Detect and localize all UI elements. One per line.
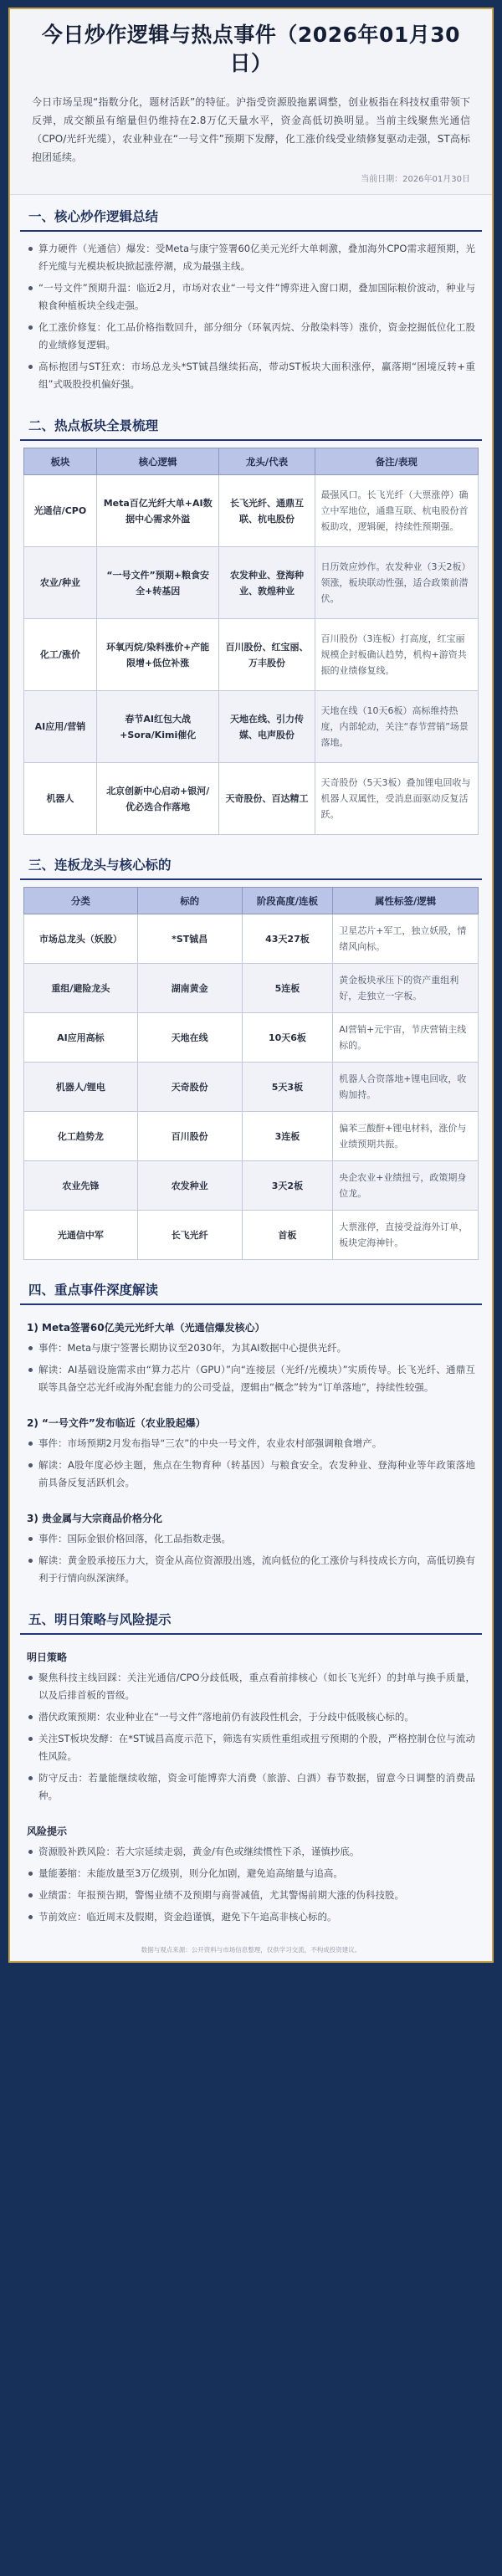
page-title: 今日炒作逻辑与热点事件（2026年01月30日） [41, 23, 461, 75]
leaders-table [23, 887, 479, 1260]
table-cell: 农发种业、登海种业、敦煌种业 [219, 547, 315, 619]
table-cell: 农业先锋 [24, 1161, 138, 1211]
table-cell: 农业/种业 [24, 547, 97, 619]
section-core-logic [10, 195, 492, 404]
table-cell: 3天2板 [242, 1161, 333, 1211]
table-cell: 市场总龙头（妖股） [24, 914, 138, 964]
section-title: 一、核心炒作逻辑总结 [20, 195, 482, 232]
table-cell: “一号文件”预期+粮食安全+转基因 [96, 547, 219, 619]
section-title: 三、连板龙头与核心标的 [20, 843, 482, 880]
table-row [24, 1161, 479, 1211]
list-item: 事件：Meta与康宁签署长期协议至2030年，为其AI数据中心提供光纤。 [27, 1339, 475, 1357]
list-item: “一号文件”预期升温：临近2月，市场对农业“一号文件”博弈进入窗口期，叠加国际粮价波动，种业与粮食种植板块全线走强。 [27, 279, 475, 315]
table-cell: 机器人 [24, 763, 97, 835]
column-header: 龙头/代表 [219, 448, 315, 475]
table-cell: 机器人/锂电 [24, 1063, 138, 1112]
event-heading: 2) “一号文件”发布临近（农业股起爆） [27, 1417, 206, 1429]
list-item: 高标抱团与ST狂欢：市场总龙头*ST铖昌继续拓高，带动ST板块大面积涨停，赢落期“困境反转+重组”式吸股投机偏好强。 [27, 358, 475, 393]
table-cell: 百川股份（3连板）打高度，红宝丽规模企封板确认趋势，机构+游资共振的业绩修复线。 [315, 619, 479, 691]
table-cell: 3连板 [242, 1112, 333, 1161]
table-cell: 百川股份、红宝丽、万丰股份 [219, 619, 315, 691]
table-cell: 湖南黄金 [137, 964, 242, 1013]
list-item: 化工涨价修复：化工品价格指数回升，部分细分（环氧丙烷、分散染料等）涨价，资金挖掘低位化工股的业绩修复逻辑。 [27, 319, 475, 354]
hot-sectors-table [23, 448, 479, 835]
table-cell: 5连板 [242, 964, 333, 1013]
table-row [24, 1013, 479, 1063]
column-header: 分类 [24, 888, 138, 914]
table-cell: *ST铖昌 [137, 914, 242, 964]
section-title: 二、热点板块全景梳理 [20, 404, 482, 441]
core-logic-list [20, 238, 482, 404]
list-item: 节前效应：临近周末及假期，资金趋谨慎，避免下午追高非核心标的。 [27, 1908, 475, 1926]
table-cell: 5天3板 [242, 1063, 333, 1112]
table-cell: 机器人合资落地+锂电回收，收购加持。 [333, 1063, 479, 1112]
list-item: 聚焦科技主线回踩：关注光通信/CPO分歧低吸，重点看前排核心（如长飞光纤）的封单与换手质量，以及后排首板的晋级。 [27, 1669, 475, 1704]
list-item: 解读：黄金股承接压力大，资金从高位资源股出逃，流向低位的化工涨价与科技成长方向，高低切换有利于行情向纵深演绎。 [27, 1552, 475, 1587]
table-cell: 化工/涨价 [24, 619, 97, 691]
section-leaders [10, 843, 492, 1268]
list-item: 事件：市场预期2月发布指导“三农”的中央一号文件，农业农村部强调粮食增产。 [27, 1435, 475, 1452]
section-strategy [10, 1598, 492, 1937]
table-cell: 天地在线（10天6板）高标维持热度，内部轮动，关注“春节营销”场景落地。 [315, 691, 479, 763]
table-cell: 化工趋势龙 [24, 1112, 138, 1161]
section-events [10, 1268, 492, 1598]
table-cell: 光通信中军 [24, 1211, 138, 1260]
column-header: 备注/表现 [315, 448, 479, 475]
table-row [24, 763, 479, 835]
list-item: 解读：A股年度必炒主题，焦点在生物育种（转基因）与粮食安全。农发种业、登海种业等年政策落地前具备反复活跃机会。 [27, 1457, 475, 1492]
table-cell: 天奇股份 [137, 1063, 242, 1112]
table-cell: 天奇股份、百达精工 [219, 763, 315, 835]
list-item: 量能萎缩：未能放量至3万亿级别，则分化加剧，避免追高缩量与追高。 [27, 1865, 475, 1882]
table-row [24, 914, 479, 964]
list-item: 资源股补跌风险：若大宗延续走弱，黄金/有色或继续惯性下杀，谨慎抄底。 [27, 1843, 475, 1861]
list-item: 算力硬件（光通信）爆发：受Meta与康宁签署60亿美元光纤大单刺激，叠加海外CPO需求超预期，光纤光缆与光模块板块掀起涨停潮，成为最强主线。 [27, 240, 475, 275]
table-row [24, 1211, 479, 1260]
table-cell: 黄金板块承压下的资产重组利好，走独立一字板。 [333, 964, 479, 1013]
table-row [24, 547, 479, 619]
table-cell: 43天27板 [242, 914, 333, 964]
column-header: 板块 [24, 448, 97, 475]
table-cell: AI应用高标 [24, 1013, 138, 1063]
list-item: 业绩雷：年报预告期，警惕业绩不及预期与商誉减值，尤其警惕前期大涨的伪科技股。 [27, 1887, 475, 1904]
risk-list [20, 1841, 482, 1937]
list-item: 解读：AI基础设施需求由“算力芯片（GPU）”向“连接层（光纤/光模块）”实质传导。长飞光纤、通鼎互联等具备空芯光纤或海外配套能力的公司受益，逻辑由“概念”转为“订单落地”，持续性较强。 [27, 1361, 475, 1396]
table-cell: 春节AI红包大战+Sora/Kimi催化 [96, 691, 219, 763]
table-row [24, 1063, 479, 1112]
table-cell: 环氧丙烷/染料涨价+产能限增+低位补涨 [96, 619, 219, 691]
list-item: 事件：国际金银价格回落，化工品指数走强。 [27, 1530, 475, 1548]
event-heading: 3) 贵金属与大宗商品价格分化 [27, 1513, 163, 1524]
column-header: 阶段高度/连板 [242, 888, 333, 914]
table-cell: 重组/避险龙头 [24, 964, 138, 1013]
risk-heading: 风险提示 [27, 1826, 68, 1837]
list-item: 关注ST板块发酵：在*ST铖昌高度示范下，筛选有实质性重组或扭亏预期的个股，严格控制仓位与流动性风险。 [27, 1730, 475, 1765]
table-cell: 最强风口。长飞光纤（大票涨停）确立中军地位，通鼎互联、杭电股份首板助攻，逻辑硬，持续性预期强。 [315, 475, 479, 547]
table-header-row [24, 888, 479, 914]
table-cell: AI营销+元宇宙，节庆营销主线标的。 [333, 1013, 479, 1063]
table-row [24, 619, 479, 691]
table-cell: 偏苯三酸酐+锂电材料，涨价与业绩预期共振。 [333, 1112, 479, 1161]
table-row [24, 475, 479, 547]
event-list [20, 1529, 482, 1598]
table-cell: 首板 [242, 1211, 333, 1260]
table-cell: 天地在线 [137, 1013, 242, 1063]
column-header: 标的 [137, 888, 242, 914]
intro-paragraph: 今日市场呈现“指数分化，题材活跃”的特征。沪指受资源股拖累调整，创业板指在科技权重带领下反弹，成交额虽有缩量但仍维持在2.8万亿天量水平，资金高低切换明显。当前主线聚焦光通信（CPO/光纤光缆），农业种业在“一号文件”预期下发酵，化工涨价线受业绩修复驱动走强，ST高标抱团延续。 [32, 96, 470, 163]
strategy-list [20, 1667, 482, 1815]
table-cell: AI应用/营销 [24, 691, 97, 763]
strategy-heading: 明日策略 [27, 1652, 68, 1663]
table-cell: 日历效应炒作。农发种业（3天2板）领涨，板块联动性强，适合政策前潜伏。 [315, 547, 479, 619]
column-header: 属性标签/逻辑 [333, 888, 479, 914]
table-row [24, 1112, 479, 1161]
table-cell: 大票涨停，直接受益海外订单，板块定海神针。 [333, 1211, 479, 1260]
current-date: 当前日期：2026年01月30日 [361, 175, 470, 184]
table-cell: 北京创新中心启动+银河/优必选合作落地 [96, 763, 219, 835]
table-cell: Meta百亿光纤大单+AI数据中心需求外溢 [96, 475, 219, 547]
disclaimer: 数据与观点来源：公开资料与市场信息整理，仅供学习交流，不构成投资建议。 [141, 1946, 361, 1954]
table-cell: 长飞光纤、通鼎互联、杭电股份 [219, 475, 315, 547]
column-header: 核心逻辑 [96, 448, 219, 475]
report-card [8, 8, 494, 1963]
table-cell: 天地在线、引力传媒、电声股份 [219, 691, 315, 763]
table-row [24, 964, 479, 1013]
table-cell: 天奇股份（5天3板）叠加锂电回收与机器人双属性，受消息面驱动反复活跃。 [315, 763, 479, 835]
section-title: 四、重点事件深度解读 [20, 1268, 482, 1305]
table-row [24, 691, 479, 763]
table-cell: 农发种业 [137, 1161, 242, 1211]
event-list [20, 1433, 482, 1503]
report-header [10, 9, 492, 195]
table-cell: 长飞光纤 [137, 1211, 242, 1260]
section-hot-sectors [10, 404, 492, 843]
event-list [20, 1338, 482, 1407]
list-item: 潜伏政策预期：农业种业在“一号文件”落地前仍有波段性机会，于分歧中低吸核心标的。 [27, 1708, 475, 1726]
table-cell: 光通信/CPO [24, 475, 97, 547]
table-cell: 央企农业+业绩扭亏，政策期身位龙。 [333, 1161, 479, 1211]
table-header-row [24, 448, 479, 475]
event-heading: 1) Meta签署60亿美元光纤大单（光通信爆发核心） [27, 1322, 265, 1334]
table-cell: 卫星芯片+军工，独立妖股，情绪风向标。 [333, 914, 479, 964]
section-title: 五、明日策略与风险提示 [20, 1598, 482, 1635]
list-item: 防守反击：若量能继续收缩，资金可能博弈大消费（旅游、白酒）春节数据，留意今日调整的消费品种。 [27, 1769, 475, 1805]
table-cell: 百川股份 [137, 1112, 242, 1161]
table-cell: 10天6板 [242, 1013, 333, 1063]
